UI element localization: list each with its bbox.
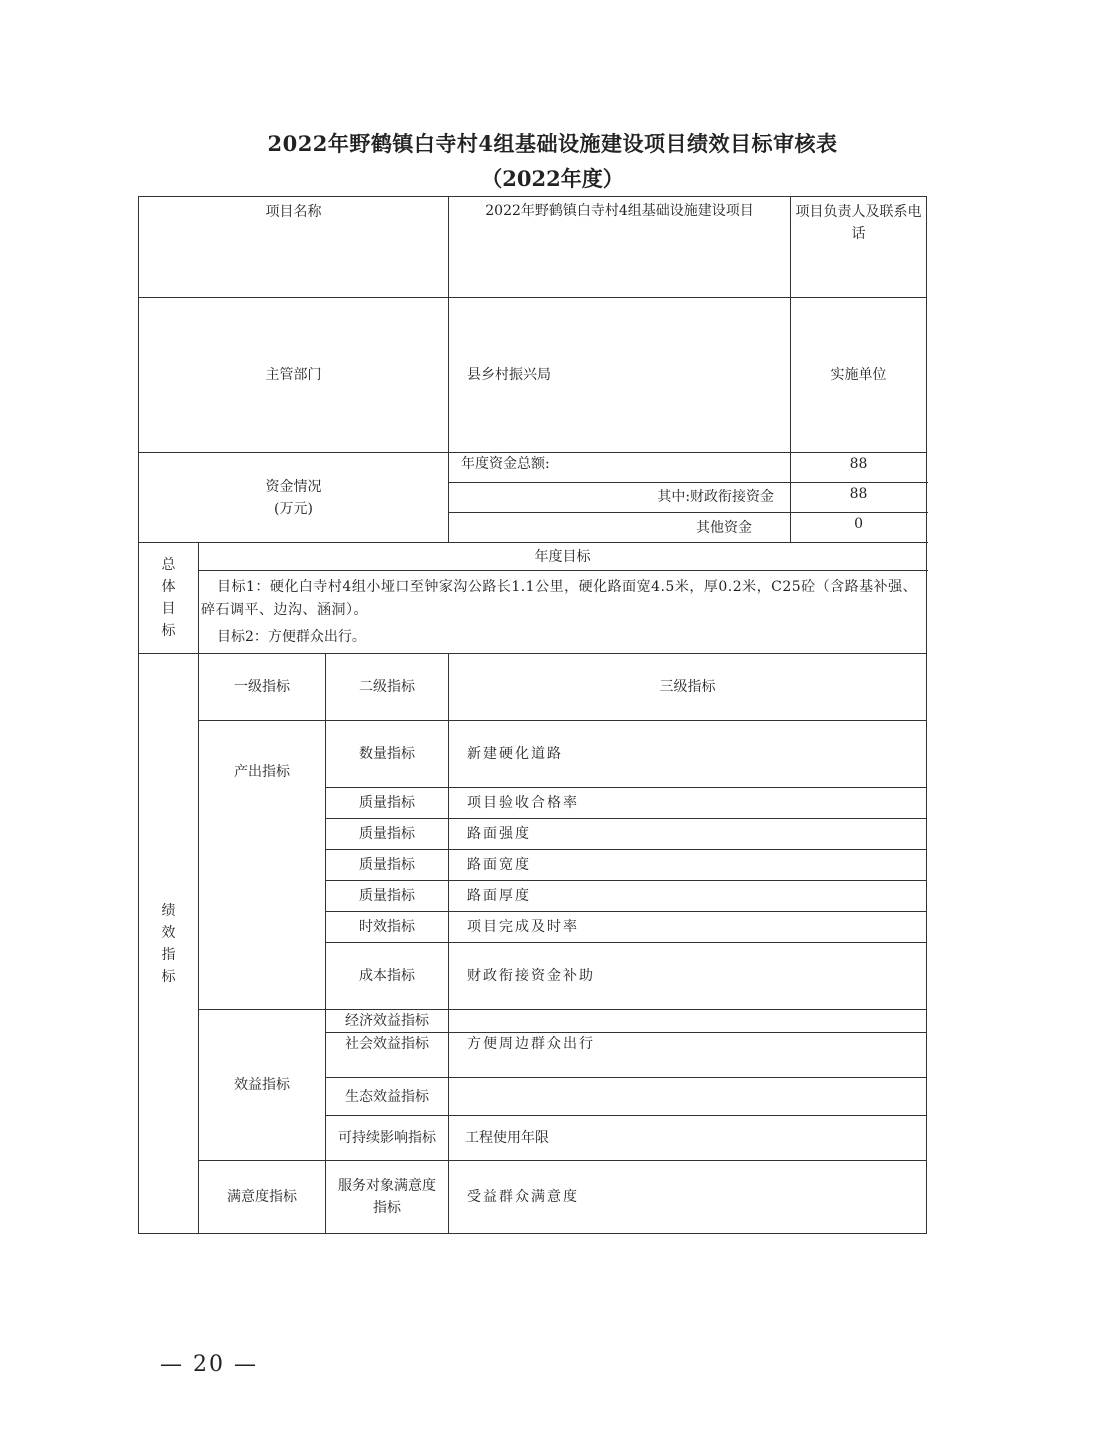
header-level3: 三级指标 bbox=[449, 654, 927, 721]
output-l2: 质量指标 bbox=[326, 788, 449, 819]
funds-fiscal-value: 88 bbox=[791, 483, 927, 513]
department-label: 主管部门 bbox=[139, 298, 449, 453]
header-level2: 二级指标 bbox=[326, 654, 449, 721]
output-l2: 成本指标 bbox=[326, 943, 449, 1010]
funds-unit: (万元) bbox=[274, 500, 313, 517]
output-indicator-label: 产出指标 bbox=[199, 721, 326, 1010]
benefit-l2: 生态效益指标 bbox=[326, 1078, 449, 1116]
performance-char: 效 bbox=[161, 924, 176, 941]
funds-fiscal-label: 其中:财政衔接资金 bbox=[449, 483, 791, 513]
project-leader-label: 项目负责人及联系电话 bbox=[791, 197, 927, 298]
output-l3: 路面厚度 bbox=[449, 881, 927, 912]
output-l3: 项目完成及时率 bbox=[449, 912, 927, 943]
overall-goal-char: 总 bbox=[161, 557, 176, 573]
goal-2-text: 目标2：方便群众出行。 bbox=[217, 628, 366, 645]
satisfaction-indicator-label: 满意度指标 bbox=[199, 1161, 326, 1234]
satisfaction-l2: 服务对象满意度指标 bbox=[326, 1161, 449, 1234]
output-l2: 时效指标 bbox=[326, 912, 449, 943]
benefit-l3 bbox=[449, 1078, 927, 1116]
output-l3: 财政衔接资金补助 bbox=[449, 943, 927, 1010]
output-l2: 质量指标 bbox=[326, 881, 449, 912]
funds-label: 资金情况 bbox=[265, 478, 322, 495]
output-l3: 路面宽度 bbox=[449, 850, 927, 881]
output-l2: 质量指标 bbox=[326, 850, 449, 881]
output-l3: 新建硬化道路 bbox=[449, 721, 927, 788]
funds-total-value: 88 bbox=[791, 453, 927, 483]
benefit-l3 bbox=[449, 1010, 927, 1033]
annual-goal-content bbox=[199, 571, 927, 654]
benefit-l3: 方便周边群众出行 bbox=[449, 1033, 927, 1078]
benefit-l2: 经济效益指标 bbox=[326, 1010, 449, 1033]
implementing-unit-label: 实施单位 bbox=[791, 298, 927, 453]
funds-total-label: 年度资金总额: bbox=[449, 453, 791, 483]
document-title: 2022年野鹤镇白寺村4组基础设施建设项目绩效目标审核表 bbox=[267, 131, 838, 156]
benefit-l3: 工程使用年限 bbox=[449, 1116, 927, 1161]
performance-label bbox=[139, 654, 199, 1234]
goal-1-text: 目标1：硬化白寺村4组小垭口至钟家沟公路长1.1公里，硬化路面宽4.5米，厚0.2米，C25砼（含路基补强、碎石调平、边沟、涵洞）。 bbox=[201, 578, 918, 618]
benefit-indicator-label: 效益指标 bbox=[199, 1010, 326, 1161]
annual-goal-header: 年度目标 bbox=[199, 543, 927, 571]
performance-char: 绩 bbox=[161, 902, 176, 919]
header-level1: 一级指标 bbox=[199, 654, 326, 721]
funds-other-value: 0 bbox=[791, 513, 927, 543]
department-value: 县乡村振兴局 bbox=[449, 298, 791, 453]
performance-target-table bbox=[138, 196, 927, 1234]
overall-goal-label bbox=[139, 543, 199, 654]
overall-goal-char: 体 bbox=[161, 579, 176, 595]
project-name-value: 2022年野鹤镇白寺村4组基础设施建设项目 bbox=[449, 197, 791, 298]
funds-other-label: 其他资金 bbox=[449, 513, 791, 543]
output-l3: 路面强度 bbox=[449, 819, 927, 850]
document-subtitle: （2022年度） bbox=[481, 166, 624, 191]
output-l2: 质量指标 bbox=[326, 819, 449, 850]
output-l2: 数量指标 bbox=[326, 721, 449, 788]
performance-char: 指 bbox=[161, 946, 176, 963]
funds-label-cell bbox=[139, 453, 449, 543]
page-number: — 20 — bbox=[160, 1352, 258, 1377]
benefit-l2: 可持续影响指标 bbox=[326, 1116, 449, 1161]
satisfaction-l3: 受益群众满意度 bbox=[449, 1161, 927, 1234]
overall-goal-char: 目 bbox=[161, 601, 176, 617]
performance-char: 标 bbox=[161, 968, 176, 985]
benefit-l2: 社会效益指标 bbox=[326, 1033, 449, 1078]
output-l3: 项目验收合格率 bbox=[449, 788, 927, 819]
overall-goal-char: 标 bbox=[161, 623, 176, 639]
project-name-label: 项目名称 bbox=[139, 197, 449, 298]
